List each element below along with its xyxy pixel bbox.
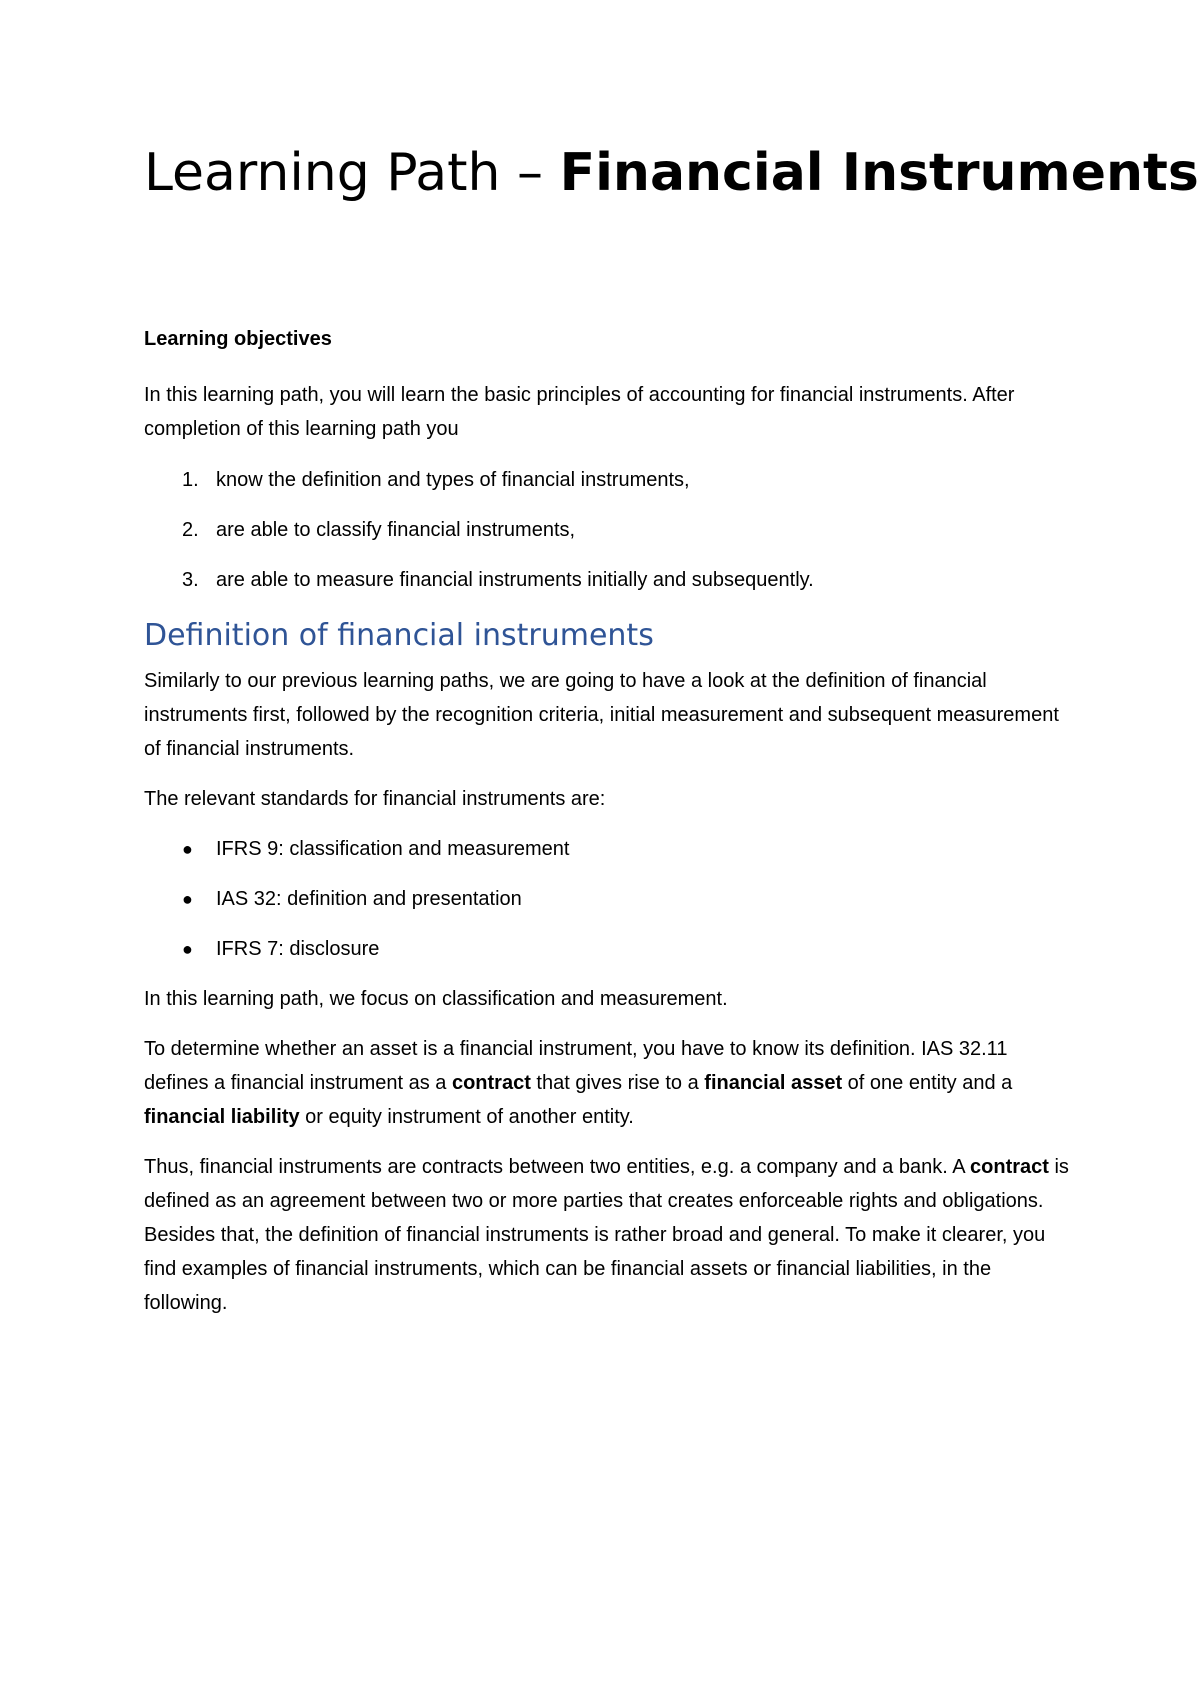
focus-paragraph: In this learning path, we focus on classification and measurement. (144, 988, 728, 1010)
bullet-icon: ● (182, 889, 193, 909)
objective-text: are able to measure financial instruments initially and subsequently. (216, 569, 814, 591)
text-run: To determine whether an asset is a financial instrument, you have to know its definition. IAS 32.11 defines a financial instrument as a (144, 1038, 1008, 1094)
bold-term: contract (970, 1156, 1049, 1178)
objectives-heading: Learning objectives (144, 328, 332, 350)
standard-text: IAS 32: definition and presentation (216, 888, 522, 910)
objective-text: are able to classify financial instruments, (216, 519, 576, 541)
bold-term: contract (451, 1072, 531, 1094)
bullet-icon: ● (182, 939, 193, 959)
document-title (144, 140, 1200, 207)
text-run: Thus, financial instruments are contracts between two entities, e.g. a company and a bank. A (144, 1156, 971, 1178)
objectives-intro: In this learning path, you will learn the basic principles of accounting for financial instruments. After completion of this learning path you (144, 384, 1015, 440)
text-run: that gives rise to a (530, 1072, 705, 1094)
section-heading: Definition of financial instruments (144, 618, 654, 653)
standard-text: IFRS 7: disclosure (216, 938, 380, 960)
title-regular: Learning Path – (144, 143, 560, 203)
definition-ias-paragraph (144, 1032, 1074, 1134)
text-run: or equity instrument of another entity. (299, 1106, 634, 1128)
list-number: 2. (182, 519, 199, 541)
text-run: of one entity and a (842, 1072, 1013, 1094)
contract-paragraph (144, 1150, 1074, 1320)
bullet-icon: ● (182, 839, 193, 859)
objective-text: know the definition and types of financial instruments, (216, 469, 690, 491)
bold-term: financial asset (704, 1072, 843, 1094)
text-run: is defined as an agreement between two or more parties that creates enforceable rights and obligations. Besides that, the definition of financial instruments is rather broad and general. To make it clearer, you find examples of financial instruments, which can be financial assets or financial liabilities, in the following. (144, 1156, 1069, 1314)
title-bold: Financial Instruments (559, 143, 1199, 203)
standard-text: IFRS 9: classification and measurement (216, 838, 570, 860)
list-number: 1. (182, 469, 199, 491)
bold-term: financial liability (144, 1106, 300, 1128)
list-number: 3. (182, 569, 199, 591)
definition-paragraph: Similarly to our previous learning paths, we are going to have a look at the definition of financial instruments first, followed by the recognition criteria, initial measurement and subsequent measurement of financial instruments. (144, 670, 1059, 760)
standards-intro: The relevant standards for financial instruments are: (144, 788, 606, 810)
